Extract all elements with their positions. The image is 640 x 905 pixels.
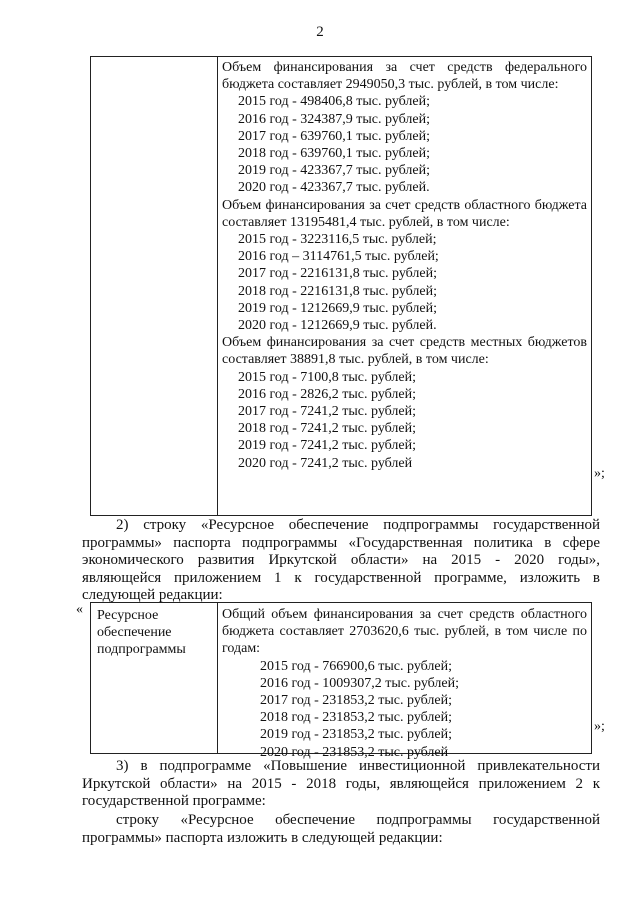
federal-year-2017: 2017 год - 639760,1 тыс. рублей; [238,128,431,144]
regional-year-2020: 2020 год - 1212669,9 тыс. рублей. [238,318,437,334]
paragraph-3: 3) в подпрограмме «Повышение инвестиционной привлекательности Иркутской области» на 2015 - 2018 годы, являющейся приложением 2 к государственной программе: [82,758,600,809]
table2-label: Ресурсное обеспечение подпрограммы [91,603,218,753]
regional-year-2017: 2017 год - 2216131,8 тыс. рублей; [238,266,438,282]
page-number: 2 [316,24,324,40]
local-intro: Объем финансирования за счет средств местных бюджетов составляет 38891,8 тыс. рублей, в том числе: [222,335,587,368]
local-year-2016: 2016 год - 2826,2 тыс. рублей; [238,386,417,402]
table1-left-cell [91,57,218,515]
table2-year-2018: 2018 год - 231853,2 тыс. рублей; [260,710,453,726]
federal-year-2020: 2020 год - 423367,7 тыс. рублей. [238,180,430,196]
table1-closing-quote: »; [594,466,605,481]
federal-year-2015: 2015 год - 498406,8 тыс. рублей; [238,94,431,110]
table1-right-cell [218,57,591,515]
local-year-2017: 2017 год - 7241,2 тыс. рублей; [238,404,417,420]
table2-year-2020: 2020 год - 231853,2 тыс. рублей [260,744,449,760]
table2-intro: Общий объем финансирования за счет средств областного бюджета составляет 2703620,6 тыс. рублей, в том числе по годам: [222,607,587,657]
regional-year-2015: 2015 год - 3223116,5 тыс. рублей; [238,232,437,248]
federal-year-2016: 2016 год - 324387,9 тыс. рублей; [238,111,431,127]
paragraph-2: 2) строку «Ресурсное обеспечение подпрограммы государственной программы» паспорта подпрограммы «Государственная политика в сфере экономического развития Иркутской области» на 2015 - 2020 годы», являющейся приложением 1 к государственной программе, изложить в следующей редакции: [82,517,600,603]
table2-right-cell [218,603,591,760]
table2-year-2016: 2016 год - 1009307,2 тыс. рублей; [260,675,460,691]
federal-year-2019: 2019 год - 423367,7 тыс. рублей; [238,163,431,179]
paragraph-4: строку «Ресурсное обеспечение подпрограммы государственной программы» паспорта изложить в следующей редакции: [82,812,600,846]
federal-intro: Объем финансирования за счет средств федерального бюджета составляет 2949050,3 тыс. рублей, в том числе: [222,60,587,93]
funding-table-2 [90,602,592,760]
regional-year-2018: 2018 год - 2216131,8 тыс. рублей; [238,283,438,299]
regional-year-2019: 2019 год - 1212669,9 тыс. рублей; [238,300,438,316]
regional-intro: Объем финансирования за счет средств областного бюджета составляет 13195481,4 тыс. рублей, в том числе: [222,197,587,230]
table2-year-2019: 2019 год - 231853,2 тыс. рублей; [260,727,453,743]
regional-year-2016: 2016 год – 3114761,5 тыс. рублей; [238,249,439,265]
federal-year-2018: 2018 год - 639760,1 тыс. рублей; [238,146,431,162]
local-year-2019: 2019 год - 7241,2 тыс. рублей; [238,438,417,454]
funding-table-1 [90,56,592,516]
local-year-2020: 2020 год - 7241,2 тыс. рублей [238,455,413,471]
local-year-2018: 2018 год - 7241,2 тыс. рублей; [238,421,417,437]
table2-year-2017: 2017 год - 231853,2 тыс. рублей; [260,693,453,709]
table2-open-quote: « [76,602,83,617]
table2-year-2015: 2015 год - 766900,6 тыс. рублей; [260,658,453,674]
local-year-2015: 2015 год - 7100,8 тыс. рублей; [238,369,417,385]
table2-closing-quote: »; [594,719,605,734]
